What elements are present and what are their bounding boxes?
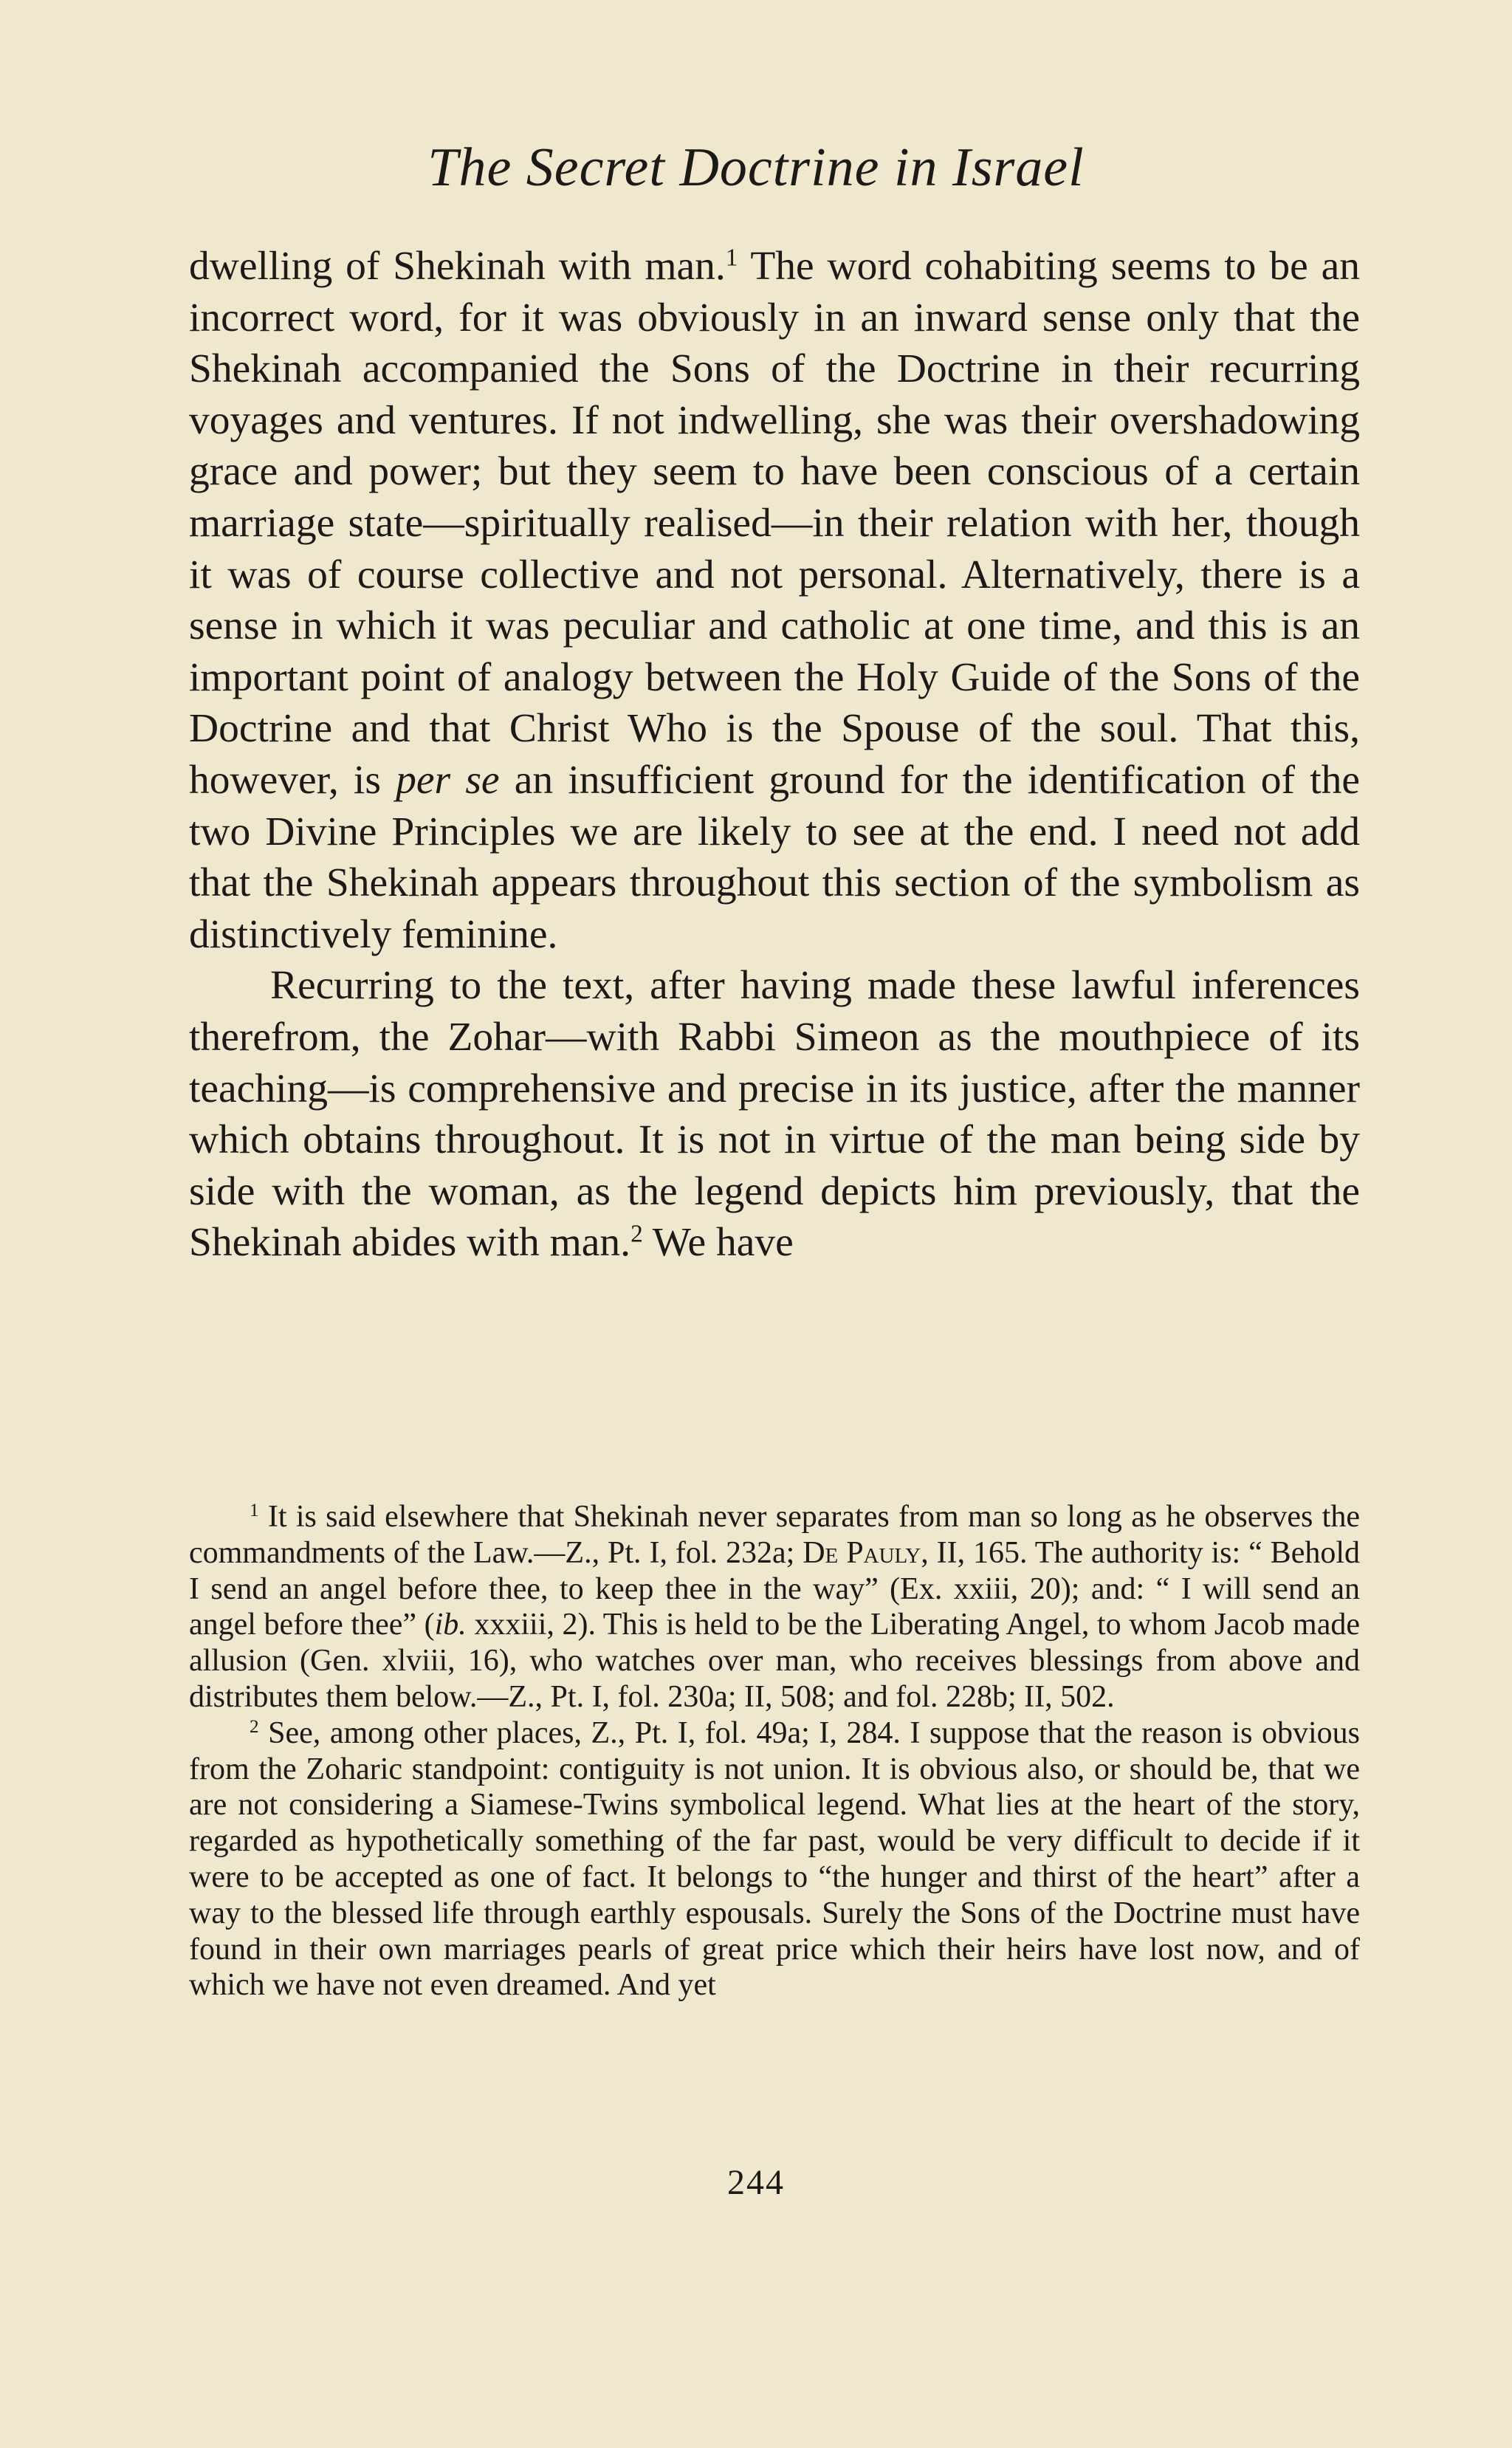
footnote-1-italic: ib. (434, 1608, 467, 1642)
paragraph-1-text-a: dwelling of Shekinah with man. (189, 244, 726, 289)
footnote-1 (189, 1499, 1360, 1715)
footnotes (189, 1499, 1360, 2003)
paragraph-1-text-c: an insufficient ground for the identification of the two Divine Principles we are likely to see at the end. I need not add that the Shekinah appears throughout this section of the symbolism as distinctively feminine. (189, 757, 1360, 957)
page-number: 244 (727, 2163, 785, 2202)
footnote-1-smallcaps: De Pauly (803, 1535, 921, 1570)
footnote-ref-1: 1 (725, 244, 738, 272)
footnote-1-text-c: xxxiii, 2). This is held to be the Liberating Angel, to whom Jacob made allusion (Gen. xlviii, 16), who watches over man, who receives blessings from above and distributes them below.—Z., Pt. I, fol. 230a; II, 508; and fol. 228b; II, 502. (189, 1608, 1360, 1714)
footnote-2-text: See, among other places, Z., Pt. I, fol. 49a; I, 284. I suppose that the reason is obvious from the Zoharic standpoint: contiguity is not union. It is obvious also, or should be, that we are not considering a Siamese-Twins symbolical legend. What lies at the heart of the story, regarded as hypothetically something of the far past, would be very difficult to decide if it were to be accepted as one of fact. It belongs to “the hunger and thirst of the heart” after a way to the blessed life through earthly espousals. Surely the Sons of the Doctrine must have found in their own marriages pearls of great price which their heirs have lost now, and of which we have not even dreamed. And yet (189, 1715, 1360, 2003)
body-text (189, 241, 1360, 1269)
paragraph-2-text-a: Recurring to the text, after having made these lawful inferences therefrom, the Zohar—with Rabbi Simeon as the mouthpiece of its teaching—is comprehensive and precise in its justice, after the manner which obtains throughout. It is not in virtue of the man being side by side with the woman, as the legend depicts him previously, that the Shekinah abides with man. (189, 963, 1360, 1266)
footnote-1-text-b: , II, 165. The authority is: “ Behold I send an angel before thee, to keep thee in the way” (Ex. xxiii, 20); and: “ I will send an angel before thee” ( (189, 1535, 1361, 1642)
footnote-2-marker: 2 (250, 1716, 259, 1737)
paragraph-1-italic: per se (396, 757, 500, 803)
footnote-2 (189, 1715, 1360, 2003)
footnote-1-marker: 1 (250, 1501, 259, 1521)
running-head: The Secret Doctrine in Israel (427, 137, 1085, 198)
footnote-ref-2: 2 (630, 1220, 643, 1248)
paragraph-2 (189, 960, 1360, 1269)
paragraph-1 (189, 241, 1360, 960)
paragraph-1-text-b: The word cohabiting seems to be an incorrect word, for it was obviously in an inward sense only that the Shekinah accompanied the Sons of the Doctrine in their recurring voyages and ventures. If not indwelling, she was their overshadowing grace and power; but they seem to have been conscious of a certain marriage state—spiritually realised—in their relation with her, though it was of course collective and not personal. Alternatively, there is a sense in which it was peculiar and catholic at one time, and this is an important point of analogy between the Holy Guide of the Sons of the Doctrine and that Christ Who is the Spouse of the soul. That this, however, is (189, 244, 1360, 803)
footnote-1-text-a: It is said elsewhere that Shekinah never separates from man so long as he observes the commandments of the Law.—Z., Pt. I, fol. 232a; (189, 1500, 1360, 1570)
paragraph-2-text-b: We have (642, 1220, 794, 1266)
